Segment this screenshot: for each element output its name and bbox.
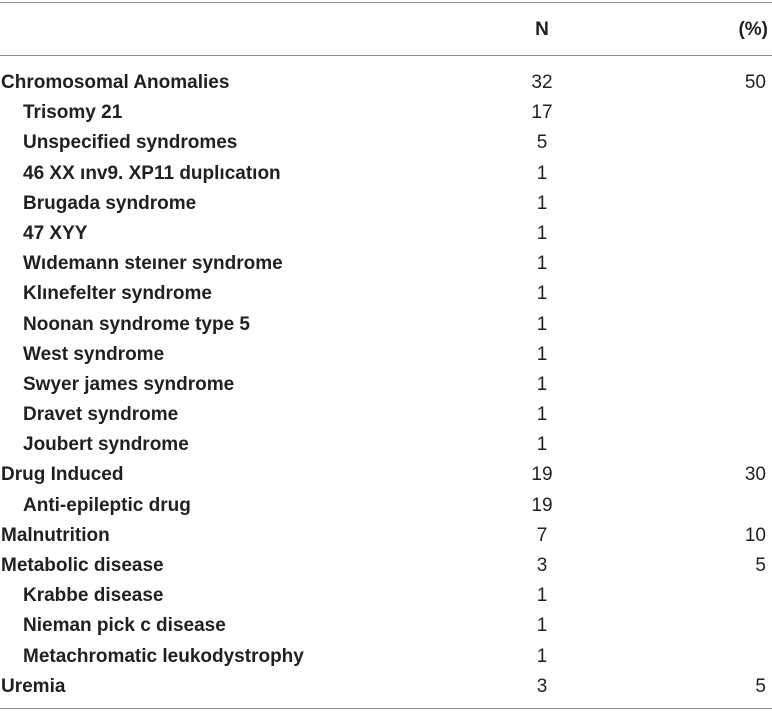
table-subrow [0,430,772,460]
table-header [0,2,772,55]
table-row [0,521,772,551]
table-subrow [0,491,772,521]
row-n-value: 1 [536,253,548,275]
table-row [0,68,772,98]
row-n-value: 5 [536,132,548,154]
row-n-value: 1 [536,585,548,607]
row-n-value: 1 [536,313,548,335]
row-label: 46 XX ınv9. XP11 duplıcatıon [23,162,281,184]
row-percent-value: 50 [744,72,766,93]
row-label: Noonan syndrome type 5 [23,313,250,335]
row-n-value: 3 [536,555,548,576]
table-row [0,460,772,490]
row-label: Swyer james syndrome [23,373,235,395]
row-label: Anti-epileptic drug [23,494,191,516]
table-subrow [0,98,772,128]
row-n-value: 19 [531,494,553,516]
row-n-value: 1 [536,162,548,184]
row-label: Dravet syndrome [23,404,179,426]
table-subrow [0,400,772,430]
table-row [0,551,772,581]
row-label: Drug Induced [1,464,124,486]
row-label: Malnutrition [1,524,110,546]
row-label: 47 XYY [23,222,88,244]
table-subrow [0,219,772,249]
row-n-value: 1 [536,615,548,637]
row-label: Krabbe disease [23,585,164,607]
row-percent-value: 5 [755,555,766,576]
table-subrow [0,370,772,400]
row-label: Unspecified syndromes [23,132,238,154]
row-n-value: 3 [536,675,548,697]
row-label: Joubert syndrome [23,434,189,456]
row-n-value: 1 [536,373,548,395]
row-n-value: 1 [536,645,548,667]
row-n-value: 1 [536,192,548,214]
table-subrow [0,642,772,672]
table-body [0,68,772,702]
row-percent-value: 10 [744,524,766,546]
row-percent-value: 30 [744,464,766,486]
row-n-value: 1 [536,222,548,244]
table-subrow [0,340,772,370]
row-n-value: 19 [531,464,553,486]
row-label: Metachromatic leukodystrophy [23,645,304,667]
row-label: Klınefelter syndrome [23,283,212,305]
row-n-value: 1 [536,343,548,365]
column-header-percent: (%) [738,19,768,40]
row-label: Brugada syndrome [23,192,197,214]
header-rule [0,55,772,56]
row-label: Metabolic disease [1,555,164,576]
table-subrow [0,581,772,611]
row-label: West syndrome [23,343,165,365]
row-label: Uremia [1,675,66,697]
row-label: Nieman pick c disease [23,615,226,637]
row-n-value: 7 [536,524,548,546]
bottom-rule [0,708,772,709]
column-header-n: N [535,19,549,40]
row-label: Wıdemann steıner syndrome [23,253,283,275]
table-row [0,672,772,702]
row-n-value: 1 [536,283,548,305]
table-subrow [0,279,772,309]
row-label: Trisomy 21 [23,102,123,124]
row-n-value: 1 [536,434,548,456]
row-n-value: 1 [536,404,548,426]
table-subrow [0,249,772,279]
table-subrow [0,128,772,158]
row-n-value: 17 [531,102,553,124]
row-n-value: 32 [531,72,553,93]
row-label: Chromosomal Anomalies [1,72,230,93]
table-subrow [0,310,772,340]
table-subrow [0,159,772,189]
row-percent-value: 5 [755,675,766,697]
table-subrow [0,611,772,641]
table-subrow [0,189,772,219]
